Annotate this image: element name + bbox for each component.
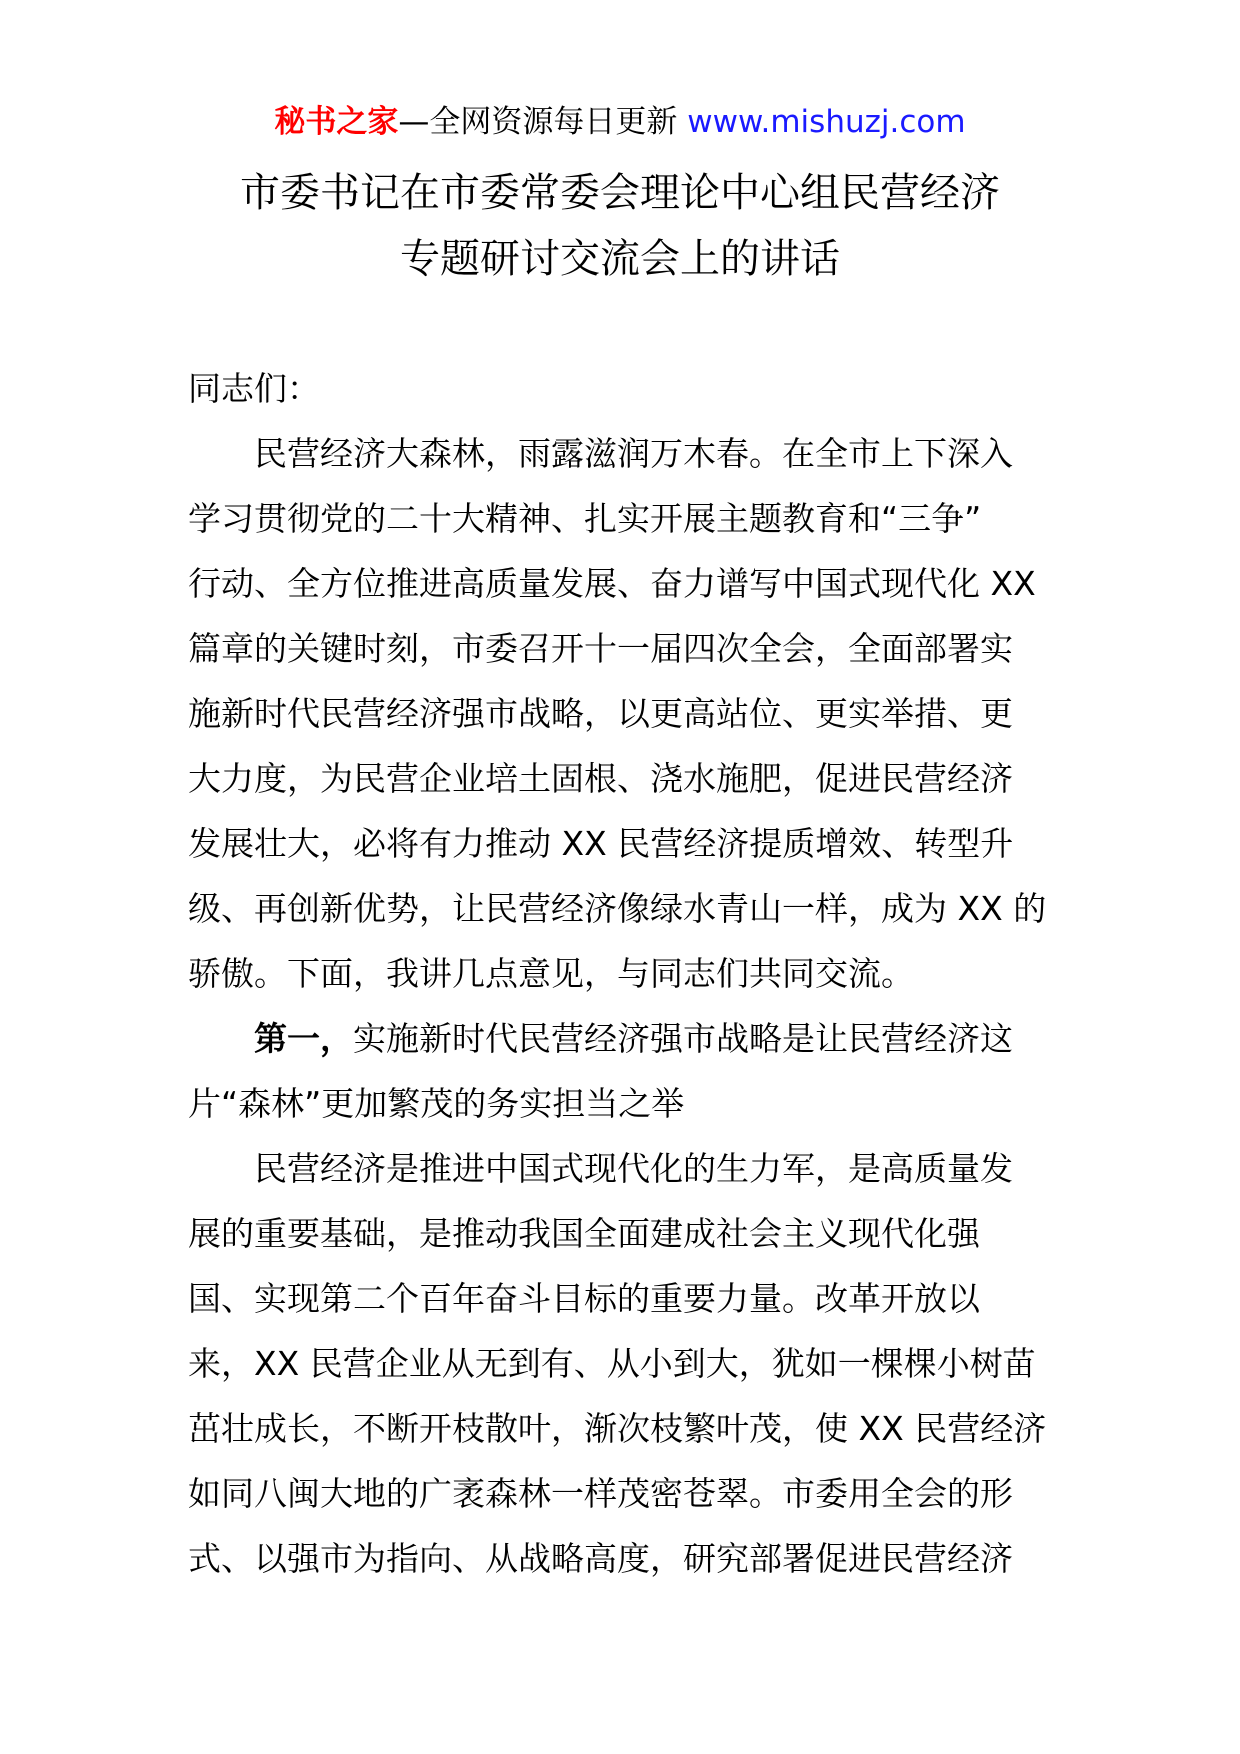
document-body [188, 356, 1060, 1591]
site-header [0, 98, 1240, 146]
paragraph-line: 施新时代民营经济强市战略，以更高站位、更实举措、更 [188, 694, 1013, 733]
paragraph-line: 茁壮成长，不断开枝散叶，渐次枝繁叶茂，使 XX 民营经济 [188, 1409, 1047, 1448]
title-line-2: 专题研讨交流会上的讲话 [400, 236, 840, 282]
paragraph-line: 级、再创新优势，让民营经济像绿水青山一样，成为 XX 的 [188, 889, 1047, 928]
title-line-1: 市委书记在市委常委会理论中心组民营经济 [240, 170, 1000, 216]
site-url-link[interactable]: www.mishuzj.com [687, 104, 966, 140]
paragraph-line: 行动、全方位推进高质量发展、奋力谱写中国式现代化 XX [188, 564, 1036, 603]
salutation: 同志们： [188, 369, 320, 408]
paragraph-line: 来，XX 民营企业从无到有、从小到大，犹如一棵棵小树苗 [188, 1344, 1036, 1383]
paragraph-line: 发展壮大，必将有力推动 XX 民营经济提质增效、转型升 [188, 824, 1014, 863]
section-heading-text: 实施新时代民营经济强市战略是让民营经济这 [353, 1019, 1013, 1058]
section-heading [188, 1006, 1060, 1071]
paragraph-line: 民营经济大森林，雨露滋润万木春。在全市上下深入 [254, 434, 1013, 473]
paragraph-line: 大力度，为民营企业培土固根、浇水施肥，促进民营经济 [188, 759, 1013, 798]
site-brand: 秘书之家 [274, 104, 399, 140]
site-slogan: —全网资源每日更新 [398, 104, 688, 140]
paragraph-line: 骄傲。下面，我讲几点意见，与同志们共同交流。 [188, 954, 914, 993]
paragraph-line: 如同八闽大地的广袤森林一样茂密苍翠。市委用全会的形 [188, 1474, 1013, 1513]
document-title [0, 160, 1240, 292]
paragraph-line: 篇章的关键时刻，市委召开十一届四次全会，全面部署实 [188, 629, 1013, 668]
section-lead: 第一， [254, 1019, 353, 1058]
paragraph-line: 学习贯彻党的二十大精神、扎实开展主题教育和“三争” [188, 499, 982, 538]
paragraph-line: 展的重要基础，是推动我国全面建成社会主义现代化强 [188, 1214, 980, 1253]
section-heading-continued: 片“森林”更加繁茂的务实担当之举 [188, 1084, 685, 1123]
paragraph-line: 式、以强市为指向、从战略高度，研究部署促进民营经济 [188, 1539, 1013, 1578]
paragraph-line: 国、实现第二个百年奋斗目标的重要力量。改革开放以 [188, 1279, 980, 1318]
paragraph-line: 民营经济是推进中国式现代化的生力军，是高质量发 [254, 1149, 1013, 1188]
